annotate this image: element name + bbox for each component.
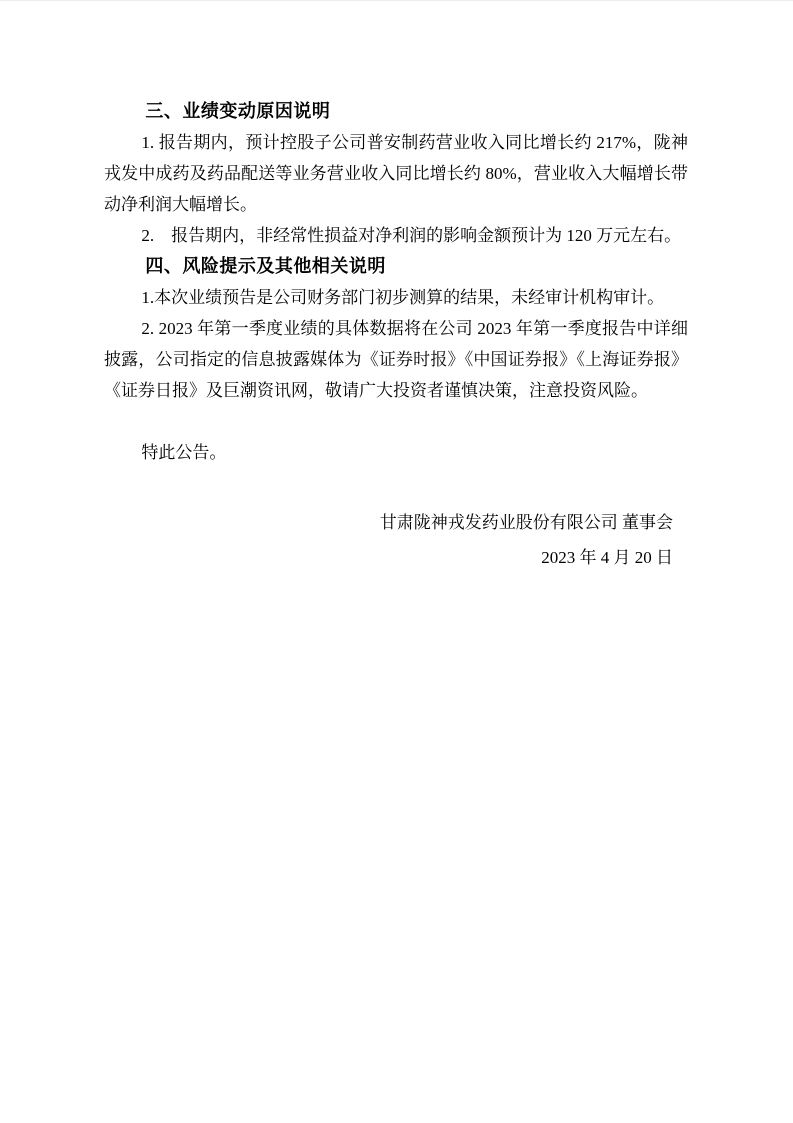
- section-heading-risk-notice: 四、风险提示及其他相关说明: [145, 256, 386, 276]
- signature-block: [104, 505, 688, 575]
- announcement-page: [0, 1, 793, 1123]
- section-risk-notice: [104, 251, 688, 406]
- paragraph-unaudited-notice: 1.本次业绩预告是公司财务部门初步测算的结果，未经审计机构审计。: [141, 288, 665, 307]
- section-performance-change-reasons: [104, 96, 688, 251]
- closing-statement: 特此公告。: [141, 443, 227, 462]
- section-heading-performance-change-reasons: 三、业绩变动原因说明: [145, 101, 331, 121]
- paragraph-non-recurring-gains: 2. 报告期内，非经常性损益对净利润的影响金额预计为 120 万元左右。: [141, 226, 682, 245]
- paragraph-revenue-growth: 1. 报告期内，预计控股子公司普安制药营业收入同比增长约 217%，陇神戎发中成药及药品配送等业务营业收入同比增长约 80%，营业收入大幅增长带动净利润大幅增长。: [104, 133, 688, 214]
- paragraph-disclosure-media: 2. 2023 年第一季度业绩的具体数据将在公司 2023 年第一季度报告中详细披露，公司指定的信息披露媒体为《证券时报》《中国证券报》《上海证券报》《证券日报》及巨潮资讯网，敬请广大投资者谨慎决策，注意投资风险。: [104, 319, 688, 400]
- signature-date: 2023 年 4 月 20 日: [541, 548, 673, 567]
- signature-company: 甘肃陇神戎发药业股份有限公司 董事会: [379, 513, 673, 532]
